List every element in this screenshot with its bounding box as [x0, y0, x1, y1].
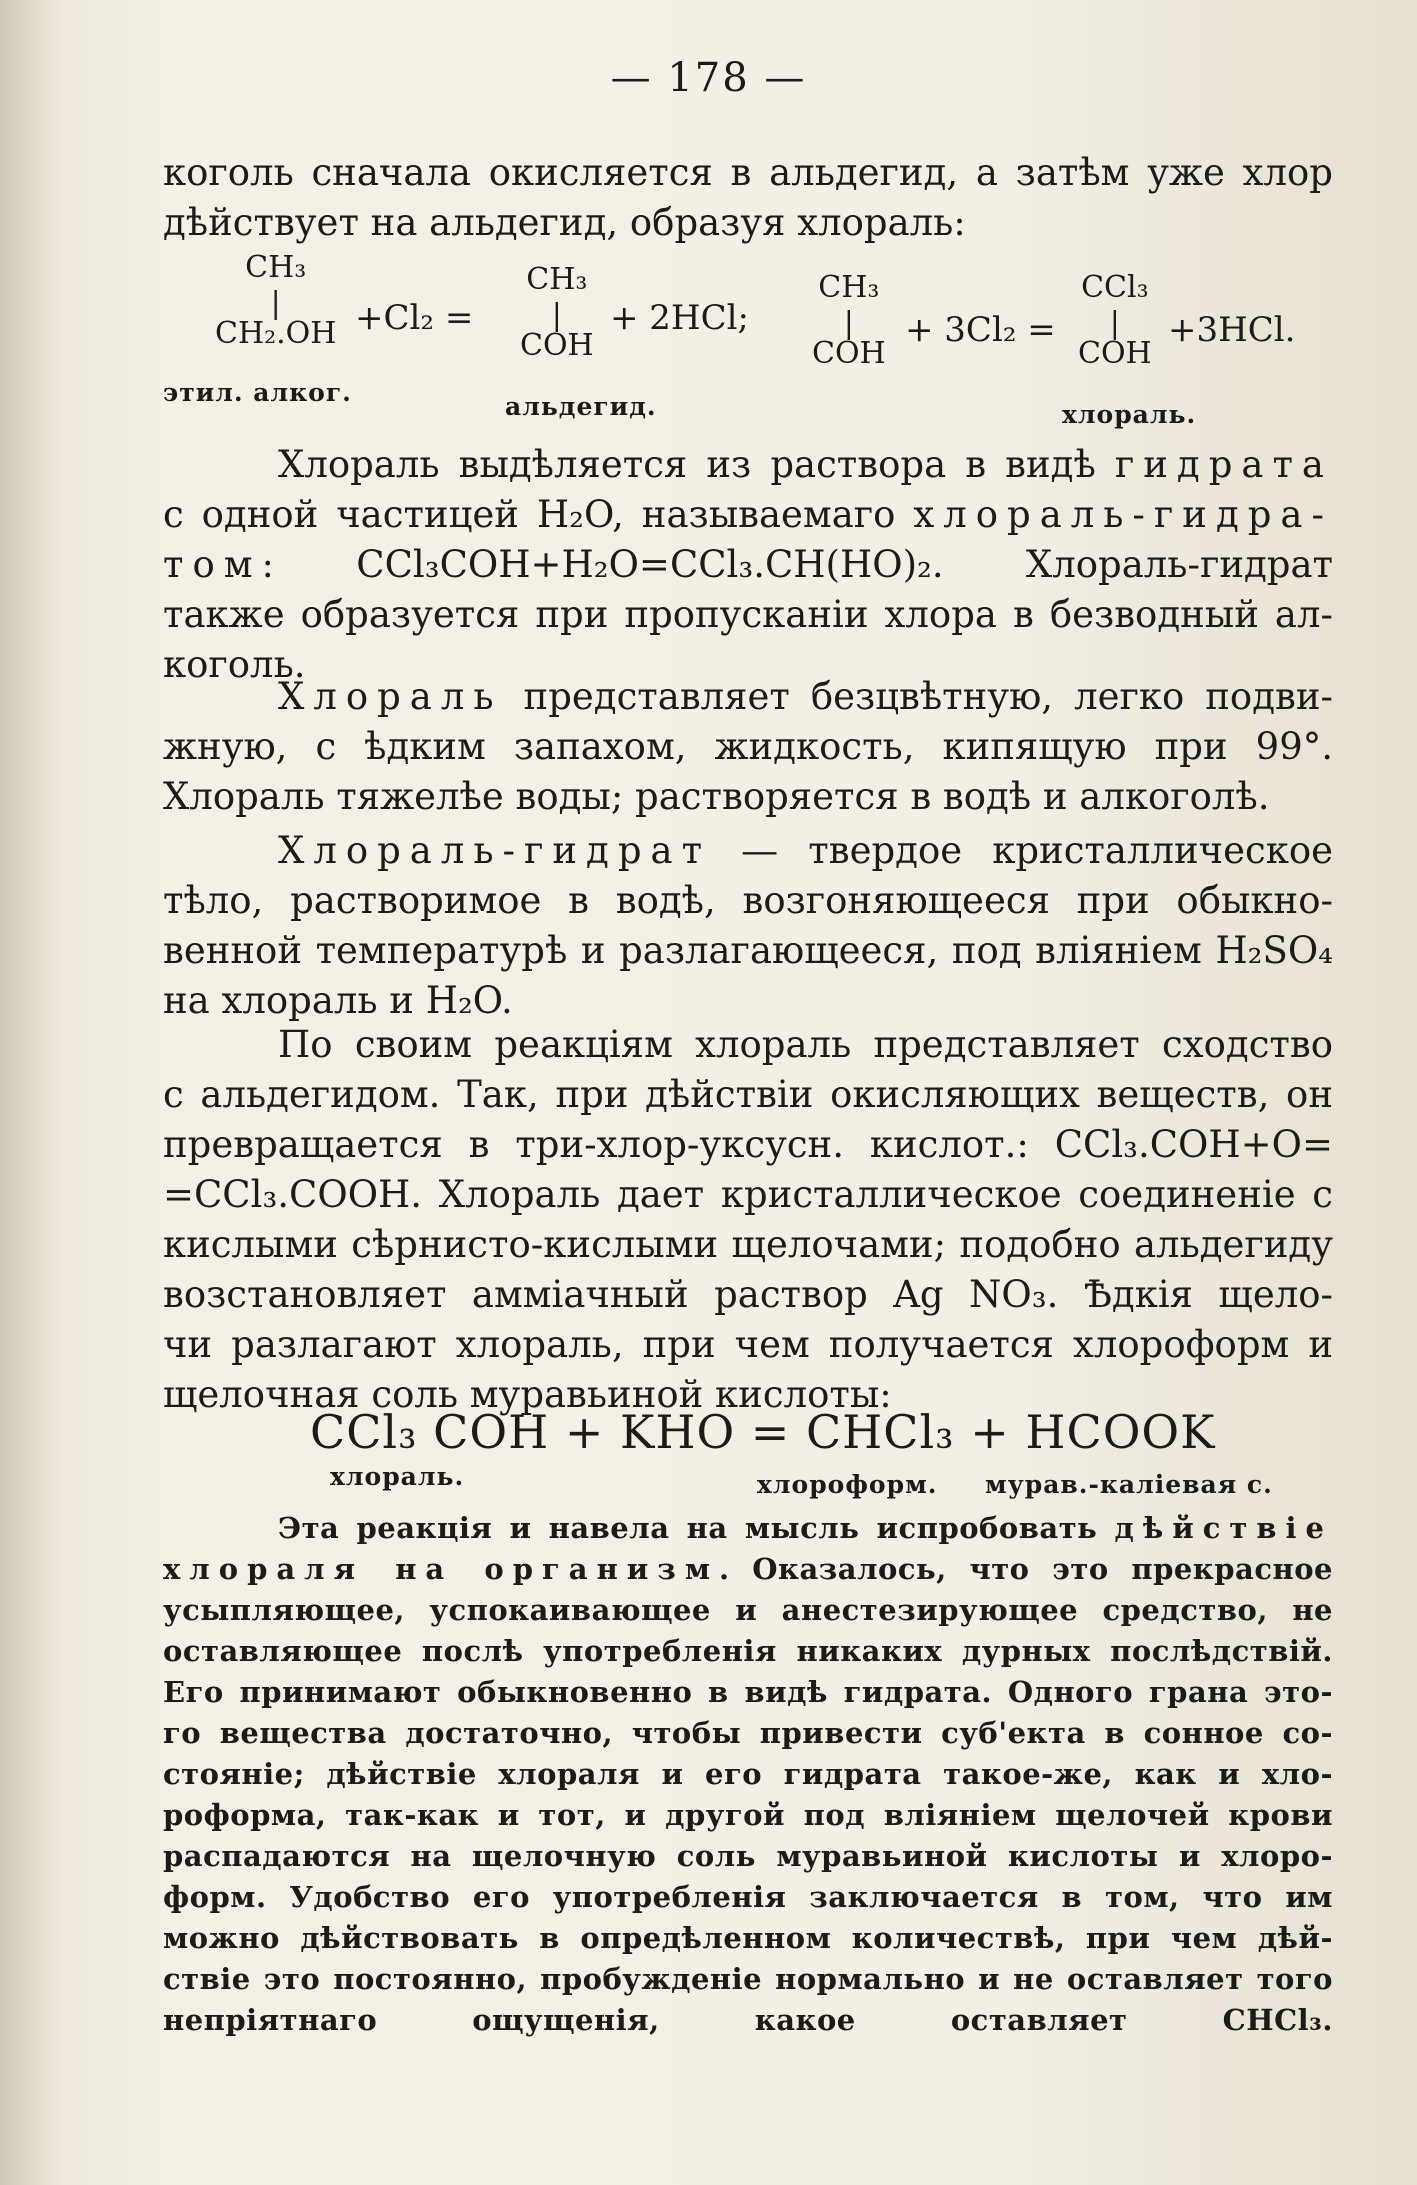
text-line: тѣло, растворимое в водѣ, возгоняющееся при обыкно-	[163, 879, 1333, 922]
text-line: Хлораль тяжелѣе воды; растворяется в водѣ и алкоголѣ.	[163, 775, 1270, 818]
paragraph-chloral-hydrate	[163, 440, 1333, 690]
paragraph-small-print	[163, 1508, 1333, 2041]
text-line: распадаются на щелочную соль муравьиной кислоты и хлоро-	[163, 1839, 1333, 1873]
label-chloral: хлораль.	[330, 1462, 465, 1491]
formula-ethyl-alcohol: CH₃ | CH₂.OH	[215, 250, 337, 351]
text-line: го вещества достаточно, чтобы привести суб'екта в сонное со-	[163, 1716, 1333, 1750]
text-line: превращается в три-хлор-уксусн. кислот.: CCl₃.COH+O=	[163, 1123, 1333, 1166]
text-line: коголь.	[163, 643, 306, 686]
formula-aldehyde-2: CH₃ | COH	[812, 270, 886, 371]
text-line: непріятнаго ощущенія, какое оставляет CHCl₃.	[163, 2003, 1333, 2037]
text-line: стояніе; дѣйствіе хлораля и его гидрата такое-же, как и хло-	[163, 1757, 1333, 1791]
label-aldehyde: альдегид.	[505, 392, 657, 421]
text-line: коголь сначала окисляется в альдегид, а затѣм уже хлор	[163, 151, 1333, 194]
page-number: — 178 —	[610, 55, 807, 101]
reaction-operator: + 2HCl;	[610, 298, 749, 338]
text-line: также образуется при пропусканіи хлора в безводный ал-	[163, 593, 1333, 636]
label-potassium-formate: мурав.-каліевая с.	[985, 1470, 1273, 1499]
text-line: том: CCl₃COH+H₂O=CCl₃.CH(HO)₂. Хлораль-гидрат	[163, 543, 1333, 586]
text-line: хлораля на организм. Оказалось, что это прекрасное	[163, 1552, 1333, 1586]
text-line: можно дѣйствовать в опредѣленном количествѣ, при чем дѣй-	[163, 1921, 1333, 1955]
text-line: По своим реакціям хлораль представляет сходство	[278, 1023, 1333, 1066]
text-line: с одной частицей H₂O, называемаго хлораль-гидра-	[163, 493, 1333, 536]
reaction-operator: + 3Cl₂ =	[905, 310, 1056, 350]
text-line: чи разлагают хлораль, при чем получается хлороформ и	[163, 1323, 1333, 1366]
paragraph-properties	[163, 672, 1333, 822]
text-line: оставляющее послѣ употребленія никаких дурных послѣдствій.	[163, 1634, 1333, 1668]
text-line: ствіе это постоянно, пробужденіе нормально и не оставляет того	[163, 1962, 1333, 1996]
text-line: кислыми сѣрнисто-кислыми щелочами; подобно альдегиду	[163, 1223, 1333, 1266]
text-line: венной температурѣ и разлагающееся, под вліяніем H₂SO₄	[163, 929, 1333, 972]
formula-chloral: CCl₃ | COH	[1078, 270, 1152, 371]
text-line: жную, с ѣдким запахом, жидкость, кипящую при 99°.	[163, 725, 1333, 768]
text-line: Эта реакція и навела на мысль испробовать дѣйствіе	[278, 1511, 1333, 1545]
text-line: =CCl₃.COOH. Хлораль дает кристаллическое соединеніе с	[163, 1173, 1333, 1216]
reaction-operator: +3HCl.	[1168, 310, 1296, 350]
text-line: на хлораль и H₂O.	[163, 979, 513, 1022]
text-line: щелочная соль муравьиной кислоты:	[163, 1373, 892, 1416]
text-line: Хлораль представляет безцвѣтную, легко подви-	[278, 675, 1333, 718]
paragraph-reactions	[163, 1020, 1333, 1420]
page-gutter-shadow	[0, 0, 60, 2185]
text-line: форм. Удобство его употребленія заключается в том, что им	[163, 1880, 1333, 1914]
text-line: Хлораль выдѣляется из раствора в видѣ гидрата	[278, 443, 1333, 486]
paragraph-intro	[163, 148, 1333, 248]
label-chloral: хлораль.	[1062, 400, 1197, 429]
label-ethyl-alcohol: этил. алког.	[163, 378, 352, 407]
text-line: роформа, так-как и тот, и другой под вліяніем щелочей крови	[163, 1798, 1333, 1832]
text-line: усыпляющее, успокаивающее и анестезирующее средство, не	[163, 1593, 1333, 1627]
paragraph-chloral-hydrate-solid	[163, 826, 1333, 1026]
text-line: с альдегидом. Так, при дѣйствіи окисляющих веществ, он	[163, 1073, 1333, 1116]
formula-chloroform-reaction: CCl₃ COH + KHO = CHCl₃ + HCOOK	[310, 1405, 1216, 1459]
text-line: Хлораль-гидрат — твердое кристаллическое	[278, 829, 1333, 872]
text-line: возстановляет амміачный раствор Ag NO₃. Ѣдкія щело-	[163, 1273, 1333, 1316]
label-chloroform: хлороформ.	[757, 1470, 938, 1499]
formula-aldehyde: CH₃ | COH	[520, 262, 594, 363]
reaction-operator: +Cl₂ =	[355, 298, 474, 338]
text-line: Его принимают обыкновенно в видѣ гидрата. Одного грана это-	[163, 1675, 1333, 1709]
text-line: дѣйствует на альдегид, образуя хлораль:	[163, 201, 966, 244]
